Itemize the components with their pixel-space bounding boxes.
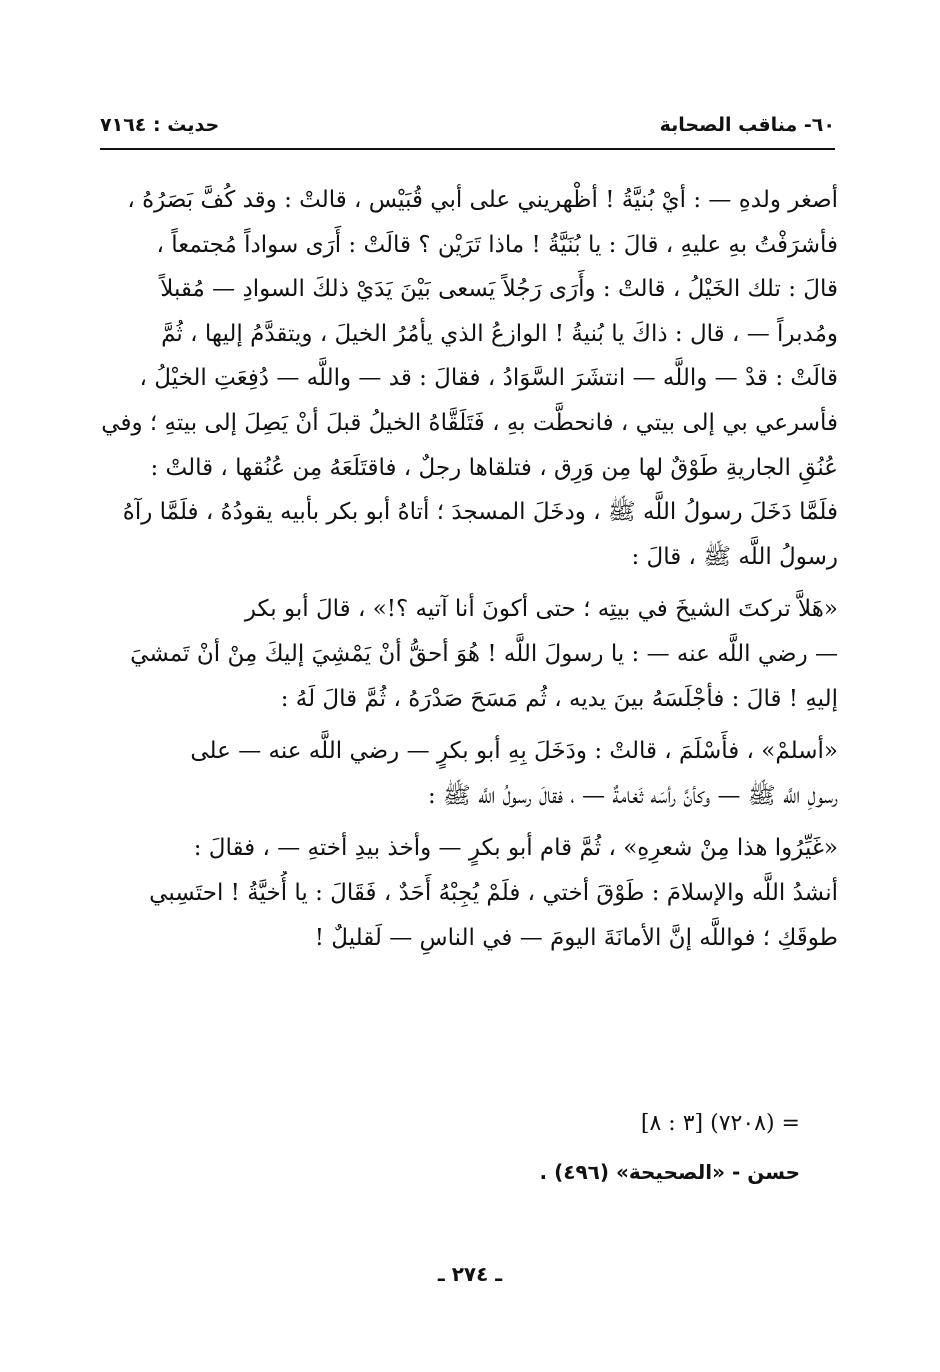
page-number: ـ ٢٧٤ ـ	[437, 1262, 503, 1286]
running-header	[100, 108, 835, 142]
hadith-number: حديث : ٧١٦٤	[100, 114, 220, 136]
text-line: «أسلمْ» ، فأَسْلَمَ ، قالتْ : ودَخَلَ بِهِ أبو بكرٍ — رضي اللَّه عنه — على	[190, 738, 838, 765]
text-line: فأشرَفْتُ بهِ عليهِ ، قالَ : يا بُنَيَّةُ ! ماذا تَرَيْن ؟ قالَتْ : أَرَى سواداً مُجتمعاً ،	[156, 231, 838, 258]
text-line: فأسرعي بي إلى بيتي ، فانحطَّت بهِ ، فَتَلَقَّاهُ الخيلُ قبلَ أنْ يَصِلَ إلى بيتهِ ؛ وفي	[101, 409, 838, 436]
paragraph-3	[100, 729, 838, 818]
paragraph-1	[100, 178, 838, 579]
text-line: إليهِ ! قالَ : فأجْلَسَهُ بينَ يديه ، ثُم مَسَحَ صَدْرَهُ ، ثُمَّ قالَ لَهُ :	[280, 685, 838, 712]
text-line: قالَ : تلك الخَيْلُ ، قالتْ : وأَرَى رَجُلاً يَسعى بَيْنَ يَدَيْ ذلكَ السوادِ — مُقبلاً	[160, 276, 838, 303]
text-line: أصغر ولدهِ — : أيْ بُنيَّةُ ! أظْهريني على أبي قُبَيْس ، قالتْ : وقد كُفَّ بَصَرُهُ ،	[127, 187, 838, 213]
text-line: طوقَكِ ؛ فواللَّه إنَّ الأمانَةَ اليومَ — في الناسِ — لَقليلٌ !	[314, 924, 838, 951]
text-line: رسولِ اللَّه ﷺ — وكأنَّ رأسَه ثَغامةٌ — ، فقالَ رسولُ اللَّه ﷺ :	[427, 782, 838, 809]
text-line: رسولُ اللَّه ﷺ ، قالَ :	[631, 543, 838, 570]
chapter-title: ٦٠- مناقب الصحابة	[659, 114, 835, 136]
text-line: — رضي اللَّه عنه — : يا رسولَ اللَّه ! هُوَ أحقُّ أنْ يَمْشِيَ إليكَ مِنْ أنْ تَمشيَ	[130, 640, 838, 667]
cross-reference: = (٧٢٠٨) [٣ : ٨]	[640, 1111, 800, 1136]
takhrij-block	[180, 1100, 800, 1196]
text-line: أنشدُ اللَّه والإسلامَ : طَوْقَ أختي ، فلَمْ يُجِبْهُ أَحَدٌ ، فَقَالَ : يا أُخيَّةُ ! احتَسِبي	[149, 879, 838, 906]
body-text	[100, 178, 838, 968]
text-line: ومُدبراً — ، قال : ذاكَ يا بُنيةُ ! الوازعُ الذي يأمُرُ الخيلَ ، ويتقدَّمُ إليها ، ثُمَّ	[161, 320, 838, 347]
header-rule	[100, 148, 835, 150]
text-line: عُنُقِ الجاريةِ طَوْقٌ لها مِن وَرِق ، فتلقاها رجلٌ ، فاقتَلَعَهُ مِن عُنُقها ، قالتْ :	[150, 454, 838, 481]
hadith-grade: حسن - «الصحيحة» (٤٩٦) .	[539, 1160, 800, 1184]
text-line: «هَلاَّ تركتَ الشيخَ في بيتِه ؛ حتى أكونَ أنا آتيه ؟!» ، قالَ أبو بكر	[244, 596, 838, 623]
paragraph-4	[100, 826, 838, 960]
text-line: قالَتْ : قدْ — واللَّه — انتشَرَ السَّوَادُ ، فقالَ : قد — واللَّه — دُفِعَتِ الخيْلُ ،	[139, 365, 838, 392]
text-line: «غَيِّرُوا هذا مِنْ شعرِهِ» ، ثُمَّ قام أبو بكرٍ — وأخذ بيدِ أختهِ — ، فقالَ :	[193, 835, 838, 862]
text-line: فلَمَّا دَخَلَ رسولُ اللَّه ﷺ ، ودخَلَ المسجدَ ؛ أتاهُ أبو بكر بأبيه يقودُهُ ، فلَمَّا رآهُ	[122, 499, 838, 526]
paragraph-2	[100, 587, 838, 721]
